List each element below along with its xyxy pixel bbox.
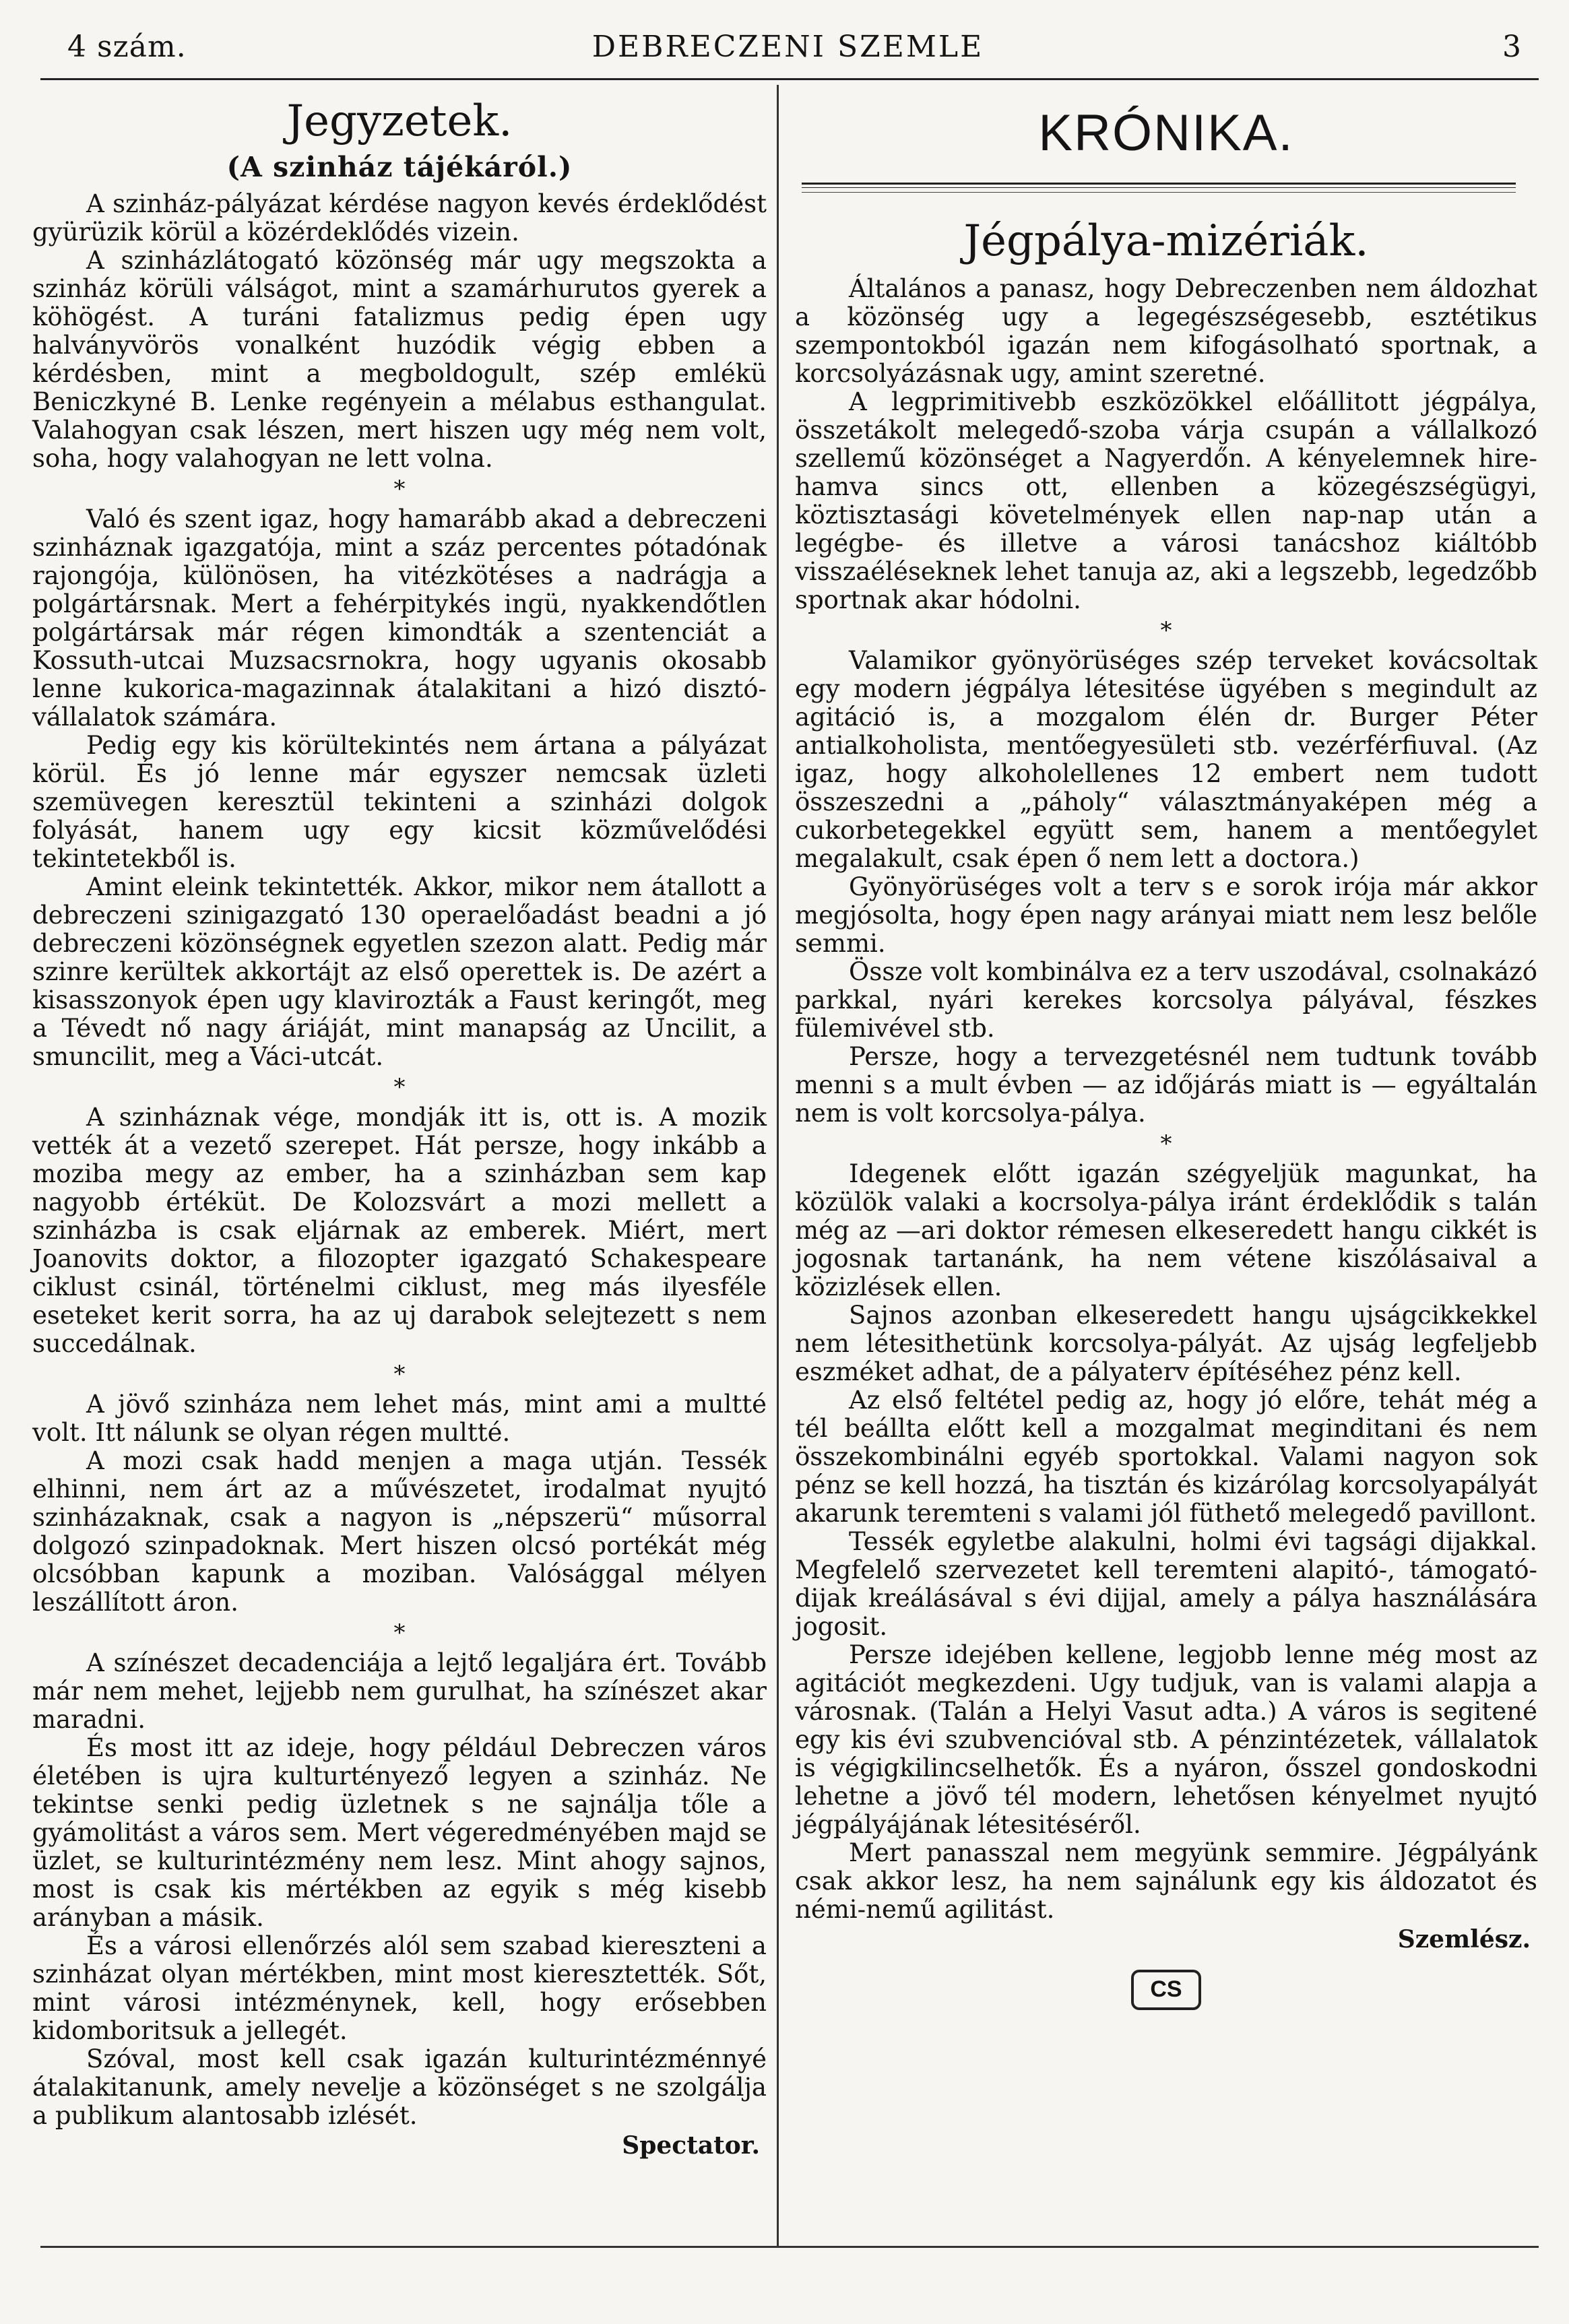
heading-rule-thin: [802, 192, 1516, 193]
article-title-jegyzetek: Jegyzetek.: [286, 96, 513, 146]
page-number: 3: [1502, 30, 1522, 64]
paragraph: A szinházlátogató közönség már ugy megszokta a szinház körüli válságot, mint a szamárhurutos gyerek a köhögést. A turáni fatalizmus pedig épen ugy halványvörös vonalként huzódik végig ebben a kérdésben, mint a megboldogult, szép emlékü Beniczkyné B. Lenke regényein a mélabus esthangulat. Valahogyan csak lészen, mert hiszen ugy még nem volt, soha, hogy valahogyan ne lett volna.: [32, 245, 767, 473]
section-separator: *: [393, 1619, 406, 1646]
paragraph: A szinház-pályázat kérdése nagyon kevés érdeklődést gyürüzik körül a közérdeklődés vizein.: [32, 189, 767, 247]
section-separator: *: [393, 1073, 406, 1101]
section-separator: *: [1160, 616, 1172, 644]
paragraph: Persze idejében kellene, legjobb lenne még most az agitációt megkezdeni. Ugy tudjuk, van is valami alapja a városnak. (Talán a Helyi Vasut adta.) A város is segitené egy kis évi szubvencióval stb. A pénzintézetek, vállalatok is végigkilincselhetők. És a nyáron, ősszel gondoskodni lehetne a jövő tél modern, lehetősen kényelmet nyujtó jégpályájának létesitéséről.: [795, 1640, 1537, 1839]
column-divider: [777, 85, 779, 2247]
paragraph: Gyönyörüséges volt a terv s e sorok irója már akkor megjósolta, hogy épen nagy arányai miatt nem lesz belőle semmi.: [795, 872, 1537, 958]
section-separator: *: [1160, 1130, 1172, 1157]
section-separator: *: [393, 1360, 406, 1388]
article-body-left: [32, 190, 767, 2130]
paragraph: Tessék egyletbe alakulni, holmi évi tagsági dijakkal. Megfelelő szervezetet kell teremteni alapitó-, támogató-dijak kreálásával s évi dijjal, amely a pálya használására jogosit.: [795, 1526, 1537, 1641]
paragraph: Sajnos azonban elkeseredett hangu ujságcikkekkel nem létesithetünk korcsolya-pályát. Az ujság legfeljebb eszméket adhat, de a pályaterv építéséhez pénz kell.: [795, 1300, 1537, 1386]
printer-ornament-icon: CS: [1131, 1970, 1201, 2010]
paragraph: A szinháznak vége, mondják itt is, ott is. A mozik vették át a vezető szerepet. Hát persze, hogy inkább a moziba megy az ember, ha a szinházban sem kap nagyobb értéküt. De Kolozsvárt a mozi mellett a szinházba is csak eljárnak az emberek. Miért, mert Joanovits doktor, a filozopter igazgató Schakespeare ciklust csinál, történelmi ciklust, meg más ilyesféle eseteket kerit sorra, ha az uj darabok selejtezett s nem succedálnak.: [32, 1102, 767, 1358]
article-subtitle: (A szinház tájékáról.): [226, 150, 573, 183]
paragraph: És most itt az ideje, hogy például Debreczen város életében is ujra kulturtényező legyen a szinház. Ne tekintse senki pedig üzletnek s ne sajnálja tőle a gyámolitást a város sem. Mert végeredményében majd se üzlet, se kulturintézmény nem lesz. Mint ahogy sajnos, most is csak kis mértékben az egyik s még kisebb arányban a másik.: [32, 1733, 767, 1932]
header-rule: [40, 78, 1539, 80]
article-title-jegpalya: Jégpálya-mizériák.: [963, 216, 1369, 266]
paragraph: Amint eleink tekintették. Akkor, mikor nem átallott a debreczeni szinigazgató 130 operaelőadást beadni a jó debreczeni közönségnek egyetlen szezon alatt. Pedig már szinre kerültek akkortájt az első operettek is. De azért a kisasszonyok épen ugy klavirozták a Faust keringőt, meg a Tévedt nő nagy áriáját, mint manapság az Uncilit, a smuncilit, meg a Váci-utcát.: [32, 872, 767, 1071]
paragraph: Össze volt kombinálva ez a terv uszodával, csolnakázó parkkal, nyári kerekes korcsolya pályával, fészkes fülemivével stb.: [795, 957, 1537, 1043]
heading-rule: [802, 183, 1516, 188]
left-column: [32, 85, 767, 2160]
paragraph: Általános a panasz, hogy Debreczenben nem áldozhat a közönség ugy a legegészségesebb, esztétikus szempontokból igazán nem kifogásolható sportnak, a korcsolyázásnak ugy, amint szeretné.: [795, 273, 1537, 388]
paragraph: Mert panasszal nem megyünk semmire. Jégpályánk csak akkor lesz, ha nem sajnálunk egy kis áldozatot és némi-nemű agilitást.: [795, 1838, 1537, 1924]
footer-rule: [40, 2246, 1539, 2248]
paragraph: A mozi csak hadd menjen a maga utján. Tessék elhinni, nem árt az a művészetet, irodalmat nyujtó szinházaknak, csak a nagyon is „népszerü“ műsorral dolgozó szinpadoknak. Mert hiszen olcsó portékát még olcsóbban kapunk a moziban. Valósággal mélyen leszállított áron.: [32, 1446, 767, 1617]
signature-szemlesz: Szemlész.: [1397, 1925, 1531, 1954]
issue-number: 4 szám.: [67, 30, 187, 64]
publication-title: DEBRECZENI SZEMLE: [591, 30, 984, 64]
paragraph: A jövő szinháza nem lehet más, mint ami a multté volt. Itt nálunk se olyan régen multté.: [32, 1389, 767, 1447]
paragraph: És a városi ellenőrzés alól sem szabad kiereszteni a szinházat olyan mértékben, mint most kieresztették. Sőt, mint városi intézménynek, kell, hogy erősebben kidomboritsuk a jellegét.: [32, 1931, 767, 2045]
paragraph: Pedig egy kis körültekintés nem ártana a pályázat körül. És jó lenne már egyszer nemcsak üzleti szemüvegen keresztül tekinteni a szinházi dolgok folyását, hanem ugy egy kicsit közművelődési tekintetekből is.: [32, 730, 767, 873]
paragraph: Szóval, most kell csak igazán kulturintézménnyé átalakitanunk, amely nevelje a közönséget s ne szolgálja a publikum alantosabb izlését.: [32, 2044, 767, 2130]
signature-spectator: Spectator.: [622, 2131, 760, 2160]
paragraph: Az első feltétel pedig az, hogy jó előre, tehát még a tél beállta előtt kell a mozgalmat meginditani és nem összekombinálni egyéb sportokkal. Valami nagyon sok pénz se kell hozzá, ha tisztán és kizárólag korcsolyapályát akarunk teremteni s valami jól füthető melegedő pavillont.: [795, 1385, 1537, 1528]
section-heading-kronika: KRÓNIKA.: [1038, 104, 1294, 162]
section-separator: *: [393, 475, 406, 503]
article-body-right: [795, 275, 1537, 1924]
paragraph: A legprimitivebb eszközökkel előállitott jégpálya, összetákolt melegedő-szoba várja csupán a vállalkozó szellemű közönséget a Nagyerdőn. A kényelemnek hire-hamva sincs ott, ellenben a közegészségügyi, köztisztasági követelmények ellen nap-nap után a legégbe- és illetve a városi tanácshoz kiáltóbb visszaéléseknek lehet tanuja az, aki a legszebb, legedzőbb sportnak akar hódolni.: [795, 387, 1537, 614]
right-column: [795, 85, 1537, 2010]
paragraph: Persze, hogy a tervezgetésnél nem tudtunk tovább menni s a mult évben — az időjárás miatt is — egyáltalán nem is volt korcsolya-pálya.: [795, 1041, 1537, 1128]
paragraph: Idegenek előtt igazán szégyeljük magunkat, ha közülök valaki a kocrsolya-pálya iránt érdeklődik s talán még az —ari doktor rémesen elkeseredett hangu cikkét is jogosnak tartanánk, ha nem vétene kiszólásaival a közizlések ellen.: [795, 1159, 1537, 1301]
paragraph: Való és szent igaz, hogy hamarább akad a debreczeni szinháznak igazgatója, mint a száz percentes pótadónak rajongója, különösen, ha vitézkötéses a nadrágja a polgártársnak. Mert a fehérpitykés ingü, nyakkendőtlen polgártársak már régen kimondták a szentenciát a Kossuth-utcai Muzsacsrnokra, hogy ugyanis okosabb lenne kukorica-magazinnak átalakitani a hizó disztó-vállalatok számára.: [32, 504, 767, 732]
paragraph: A színészet decadenciája a lejtő legaljára ért. Tovább már nem mehet, lejjebb nem gurulhat, ha színészet akar maradni.: [32, 1648, 767, 1734]
page-header: [40, 24, 1535, 75]
paragraph: Valamikor gyönyörüséges szép terveket kovácsoltak egy modern jégpálya létesitése ügyében s megindult az agitáció is, a mozgalom élén dr. Burger Péter antialkoholista, mentőegyesületi stb. vezérférfiuval. (Az igaz, hogy alkoholellenes 12 embert nem tudott összeszedni a „páholy“ választmányaképen még a cukorbetegekkel együtt sem, hanem a mentőegylet megalakult, csak épen ő nem lett a doctora.): [795, 645, 1537, 873]
